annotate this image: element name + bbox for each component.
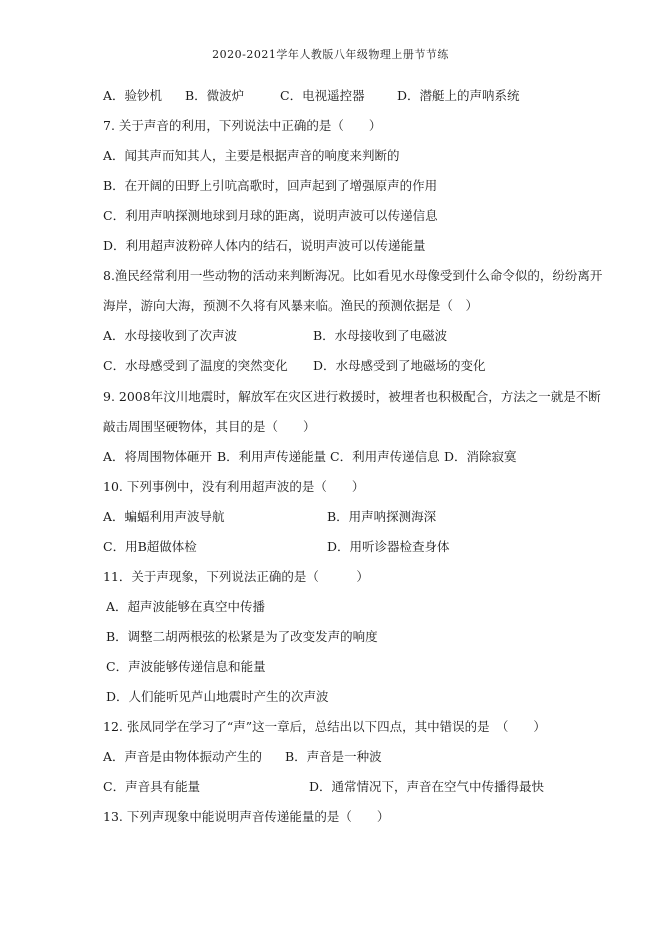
q10-option-a: A．蝙蝠利用声波导航 (103, 509, 225, 524)
page-header: 2020-2021学年人教版八年级物理上册节节练 (212, 48, 449, 61)
q8-option-d: D．水母感受到了地磁场的变化 (313, 358, 486, 373)
q10-option-d: D．用听诊器检查身体 (327, 539, 450, 554)
q10-option-c: C．用B超做体检 (103, 539, 197, 554)
q8-stem-line1: 8.渔民经常利用一些动物的活动来判断海况。比如看见水母像受到什么命令似的，纷纷离开 (103, 268, 603, 283)
q9-option-d: D．消除寂寞 (444, 449, 517, 464)
q9-stem-line1: 9. 2008年汶川地震时，解放军在灾区进行救援时，被埋者也积极配合，方法之一就是不断 (103, 389, 601, 404)
q9-option-a: A．将周围物体砸开 (103, 449, 213, 464)
q9-option-c: C．利用声传递信息 (330, 449, 440, 464)
q9-option-b: B．利用声传递能量 (217, 449, 327, 464)
q6-option-b: B．微波炉 (185, 88, 245, 103)
q8-option-a: A．水母接收到了次声波 (103, 328, 238, 343)
q8-option-b: B．水母接收到了电磁波 (313, 328, 448, 343)
q12-option-a: A．声音是由物体振动产生的 (103, 749, 263, 764)
q7-stem: 7. 关于声音的利用，下列说法中正确的是（ ） (103, 118, 382, 133)
q10-option-b: B．用声呐探测海深 (327, 509, 437, 524)
q11-option-d: D．人们能听见芦山地震时产生的次声波 (106, 689, 329, 704)
q12-option-b: B．声音是一种波 (285, 749, 382, 764)
q12-stem: 12. 张凤同学在学习了“声”这一章后，总结出以下四点，其中错误的是 （ ） (103, 719, 546, 734)
q6-option-c: C．电视遥控器 (280, 88, 365, 103)
q7-option-d: D．利用超声波粉碎人体内的结石，说明声波可以传递能量 (103, 238, 426, 253)
q11-option-b: B．调整二胡两根弦的松紧是为了改变发声的响度 (106, 629, 378, 644)
q11-stem: 11．关于声现象，下列说法正确的是（ ） (103, 569, 369, 584)
q7-option-b: B．在开阔的田野上引吭高歌时，回声起到了增强原声的作用 (103, 178, 438, 193)
q6-option-d: D．潜艇上的声呐系统 (397, 88, 520, 103)
q8-option-c: C．水母感受到了温度的突然变化 (103, 358, 288, 373)
q9-stem-line2: 敲击周围坚硬物体，其目的是（ ） (103, 419, 316, 434)
q12-option-c: C．声音具有能量 (103, 779, 201, 794)
q8-stem-line2: 海岸，游向大海，预测不久将有风暴来临。渔民的预测依据是（ ） (103, 298, 479, 313)
q6-option-a: A．验钞机 (103, 88, 163, 103)
q7-option-a: A．闻其声而知其人，主要是根据声音的响度来判断的 (103, 148, 400, 163)
q12-option-d: D．通常情况下，声音在空气中传播得最快 (309, 779, 545, 794)
q7-option-c: C．利用声呐探测地球到月球的距离，说明声波可以传递信息 (103, 208, 438, 223)
q13-stem: 13. 下列声现象中能说明声音传递能量的是（ ） (103, 809, 390, 824)
q11-option-a: A．超声波能够在真空中传播 (106, 599, 266, 614)
q10-stem: 10. 下列事例中，没有利用超声波的是（ ） (103, 479, 365, 494)
q11-option-c: C．声波能够传递信息和能量 (106, 659, 266, 674)
